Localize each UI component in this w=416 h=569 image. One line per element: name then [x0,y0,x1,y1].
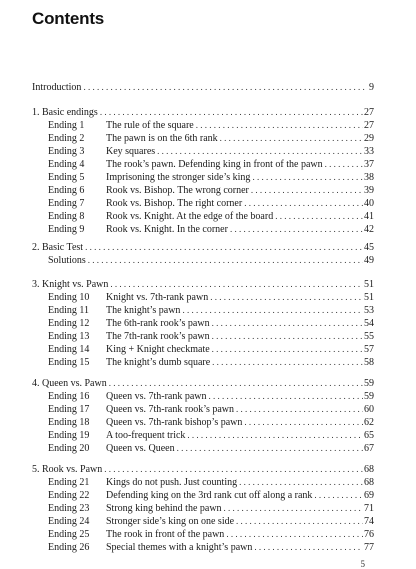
ending-number: Ending 22 [48,490,90,501]
toc-page-number: 76 [364,529,374,540]
ending-number: Ending 3 [48,146,85,157]
ending-number: Ending 6 [48,185,85,196]
ending-title: Stronger side’s king on one side [106,516,235,527]
ending-title: The rook in front of the pawn [106,529,225,540]
toc-entry-solutions[interactable] [32,254,374,267]
ending-title: The 6th-rank rook’s pawn [106,318,210,329]
leader-dots [177,442,363,455]
ending-number: Ending 21 [48,477,90,488]
toc-page-number: 27 [364,120,374,131]
leader-dots [104,463,363,476]
ending-number: Ending 24 [48,516,90,527]
ending-title: Defending king on the 3rd rank cut off along a rank [106,490,313,501]
leader-dots [230,223,363,236]
leader-dots [212,356,363,369]
toc-entry[interactable] [32,171,374,184]
leader-dots [224,502,363,515]
leader-dots [212,343,363,356]
toc-page-number: 67 [364,443,374,454]
leader-dots [209,390,363,403]
toc-page-number: 60 [364,404,374,415]
ending-title: Queen vs. 7th-rank pawn [106,391,207,402]
toc-entry[interactable] [32,184,374,197]
toc-page-number: 45 [364,242,374,253]
leader-dots [244,197,363,210]
toc-entry[interactable] [32,541,374,554]
ending-number: Ending 9 [48,224,85,235]
toc-entry[interactable] [32,515,374,528]
toc-page-number: 33 [364,146,374,157]
toc-entry[interactable] [32,145,374,158]
ending-number: Ending 5 [48,172,85,183]
toc-page-number: 68 [364,477,374,488]
ending-number: Ending 16 [48,391,90,402]
ending-title: The rule of the square [106,120,194,131]
ending-title: Special themes with a knight’s pawn [106,542,253,553]
toc-entry[interactable] [32,442,374,455]
toc-page-number: 42 [364,224,374,235]
ending-number: Ending 11 [48,305,90,316]
toc-page-number: 55 [364,331,374,342]
section-label: 1. Basic endings [32,107,98,118]
toc-entry[interactable] [32,197,374,210]
ending-title: King + Knight checkmate [106,344,210,355]
page-folio: 5 [360,559,365,569]
toc-entry[interactable] [32,119,374,132]
ending-title: Strong king behind the pawn [106,503,222,514]
toc-entry[interactable] [32,223,374,236]
ending-title: Imprisoning the stronger side’s king [106,172,251,183]
leader-dots [196,119,363,132]
ending-number: Ending 23 [48,503,90,514]
ending-title: Rook vs. Knight. At the edge of the board [106,211,274,222]
toc-page-number: 53 [364,305,374,316]
ending-title: The knight’s pawn [106,305,181,316]
toc-section-1[interactable] [32,106,374,119]
section-label: 5. Rook vs. Pawn [32,464,103,475]
toc-section-3[interactable] [32,278,374,291]
toc-page-number: 29 [364,133,374,144]
leader-dots [226,528,363,541]
toc-page-number: 71 [364,503,374,514]
leader-dots [325,158,363,171]
toc-page-number: 9 [369,82,374,93]
toc-entry[interactable] [32,343,374,356]
leader-dots [244,416,363,429]
toc-page-number: 51 [364,292,374,303]
leader-dots [109,377,363,390]
toc-page-number: 57 [364,344,374,355]
toc-entry[interactable] [32,390,374,403]
toc-label: Solutions [48,255,86,266]
leader-dots [212,330,363,343]
toc-entry[interactable] [32,416,374,429]
ending-number: Ending 25 [48,529,90,540]
leader-dots [100,106,363,119]
ending-title: Kings do not push. Just counting [106,477,238,488]
ending-number: Ending 12 [48,318,90,329]
leader-dots [220,132,363,145]
toc-entry[interactable] [32,429,374,442]
ending-number: Ending 18 [48,417,90,428]
ending-number: Ending 2 [48,133,85,144]
ending-number: Ending 14 [48,344,90,355]
leader-dots [182,304,363,317]
ending-title: The pawn is on the 6th rank [106,133,218,144]
toc-entry[interactable] [32,403,374,416]
leader-dots [110,278,363,291]
toc-page-number: 65 [364,430,374,441]
section-label: 4. Queen vs. Pawn [32,378,107,389]
ending-number: Ending 17 [48,404,90,415]
toc-section-4[interactable] [32,377,374,390]
toc-page-number: 49 [364,255,374,266]
leader-dots [212,317,363,330]
leader-dots [88,254,363,267]
ending-title: Rook vs. Bishop. The right corner [106,198,243,209]
toc-page-number: 59 [364,378,374,389]
ending-number: Ending 7 [48,198,85,209]
toc-page-number: 27 [364,107,374,118]
ending-number: Ending 8 [48,211,85,222]
ending-number: Ending 13 [48,331,90,342]
toc-page-number: 59 [364,391,374,402]
toc-page-number: 54 [364,318,374,329]
toc-page-number: 74 [364,516,374,527]
leader-dots [314,489,363,502]
toc-page-number: 69 [364,490,374,501]
section-label: 2. Basic Test [32,242,84,253]
ending-title: Queen vs. 7th-rank bishop’s pawn [106,417,243,428]
toc-entry[interactable] [32,304,374,317]
toc-entry[interactable] [32,158,374,171]
ending-number: Ending 1 [48,120,85,131]
toc-entry[interactable] [32,317,374,330]
toc-entry[interactable] [32,502,374,515]
toc-label: Introduction [32,82,82,93]
leader-dots [187,429,363,442]
toc-entry[interactable] [32,528,374,541]
toc-page-number: 37 [364,159,374,170]
toc-page-number: 38 [364,172,374,183]
toc-entry[interactable] [32,210,374,223]
ending-title: The knight’s dumb square [106,357,211,368]
toc-entry[interactable] [32,330,374,343]
toc-entry[interactable] [32,489,374,502]
toc-entry[interactable] [32,356,374,369]
ending-title: Queen vs. 7th-rank rook’s pawn [106,404,235,415]
ending-number: Ending 19 [48,430,90,441]
toc-page-number: 68 [364,464,374,475]
ending-number: Ending 10 [48,292,90,303]
ending-number: Ending 4 [48,159,85,170]
ending-title: Queen vs. Queen [106,443,175,454]
ending-number: Ending 20 [48,443,90,454]
ending-number: Ending 15 [48,357,90,368]
page-title: Contents [32,9,105,28]
ending-number: Ending 26 [48,542,90,553]
toc-entry[interactable] [32,476,374,489]
toc-page-number: 41 [364,211,374,222]
leader-dots [254,541,363,554]
toc-page-number: 39 [364,185,374,196]
ending-title: Key squares [106,146,156,157]
leader-dots [85,241,363,254]
section-label: 3. Knight vs. Pawn [32,279,109,290]
ending-title: The 7th-rank rook’s pawn [106,331,210,342]
ending-title: A too-frequent trick [106,430,186,441]
toc-entry-introduction[interactable] [32,81,374,94]
leader-dots [251,184,363,197]
toc-page-number: 77 [364,542,374,553]
toc-section-2[interactable] [32,241,374,254]
toc-section-5[interactable] [32,463,374,476]
leader-dots [83,81,365,94]
leader-dots [275,210,363,223]
leader-dots [236,515,363,528]
toc-page-number: 40 [364,198,374,209]
toc-entry[interactable] [32,132,374,145]
ending-title: Rook vs. Bishop. The wrong corner [106,185,249,196]
toc-entry[interactable] [32,291,374,304]
leader-dots [239,476,363,489]
leader-dots [252,171,363,184]
ending-title: Rook vs. Knight. In the corner [106,224,228,235]
ending-title: The rook’s pawn. Defending king in front of the pawn [106,159,323,170]
toc-page-number: 51 [364,279,374,290]
leader-dots [236,403,363,416]
leader-dots [210,291,363,304]
leader-dots [157,145,363,158]
toc-page-number: 58 [364,357,374,368]
toc-page-number: 62 [364,417,374,428]
ending-title: Knight vs. 7th-rank pawn [106,292,209,303]
